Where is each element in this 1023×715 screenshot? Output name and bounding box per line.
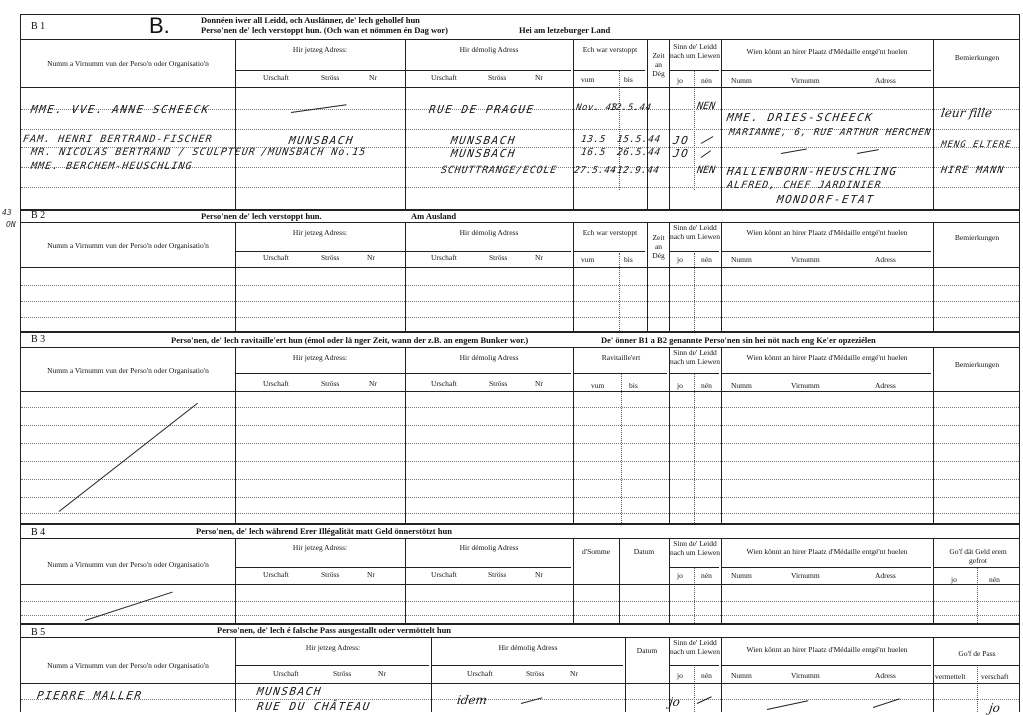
b1-row1-to: 12.5.44 [609, 103, 653, 113]
section-title: Perso'nen, de' lech während Erer Illégalität matt Geld önnerstötzt hun [196, 526, 452, 536]
header-medal-address: Adress [875, 255, 896, 264]
b1-row1-no: NEN [696, 101, 716, 112]
section-b2 [20, 210, 1020, 332]
header-town: Urschaft [263, 570, 289, 579]
header-supplied: Ravitaille'ert [601, 353, 641, 362]
section-title: Donnéen iwer all Leidd, och Auslänner, de' lech gehollef hun [201, 15, 420, 25]
header-yes: jo [677, 571, 683, 580]
header-yes: jo [677, 76, 683, 85]
header-town: Urschaft [263, 253, 289, 262]
header-current-address: Hir jetzeg Adress: [292, 45, 348, 54]
header-town: Urschaft [467, 669, 493, 678]
header-medal: Wien könnt an hirer Plaatz d'Médaille entgé'nt huelen [746, 353, 908, 362]
header-former-address: Hir démolig Adress [459, 353, 519, 362]
header-from: vum [591, 381, 605, 390]
header-medal-name: Numm [731, 671, 752, 680]
header-medal-firstname: Virnumm [791, 571, 820, 580]
header-nr: Nr [367, 570, 375, 579]
b1-row3-current-town: /MUNSBACH No.15 [260, 147, 368, 158]
header-nr: Nr [369, 379, 377, 388]
header-nr: Nr [367, 253, 375, 262]
b1-row4-remark: HIRE MANN [940, 165, 1005, 176]
header-name: Numm a Virnumm vun der Perso'n oder Organisatio'n [47, 59, 209, 68]
b1-row1-from: Nov. 43 [575, 103, 619, 113]
header-time-days: Zeit an Dég [652, 51, 665, 78]
b1-row4-medal-name-2: ALFRED, CHEF JARDINIER [726, 180, 883, 191]
b1-row3-from: 16.5 [580, 147, 607, 158]
header-town: Urschaft [431, 253, 457, 262]
section-letter: B. [149, 13, 170, 38]
b5-row1-name: PIERRE MALLER [36, 689, 144, 702]
b1-row1-former-street: RUE DE PRAGUE [428, 103, 536, 116]
header-town: Urschaft [273, 669, 299, 678]
header-town: Urschaft [431, 570, 457, 579]
header-former-address: Hir démolig Adress [459, 228, 519, 237]
header-nr: Nr [369, 73, 377, 82]
header-current-address: Hir jetzeg Adress: [292, 543, 348, 552]
header-to: bis [624, 255, 633, 264]
header-money-back: Go'f dät Geld erem gefrot [949, 547, 1007, 565]
header-name: Numm a Virnumm vun der Perso'n oder Organisatio'n [47, 241, 209, 250]
header-still-alive: Sinn de' Leidd nach um Liewen [670, 223, 720, 241]
b1-row3-yes: JO [672, 147, 691, 160]
header-medal-name: Numm [731, 571, 752, 580]
header-town: Urschaft [263, 73, 289, 82]
header-nr: Nr [535, 253, 543, 262]
header-name: Numm a Virnumm vun der Perso'n oder Organisatio'n [47, 366, 209, 375]
header-nr: Nr [570, 669, 578, 678]
header-street: Ströss [526, 669, 545, 678]
header-nr: Nr [535, 570, 543, 579]
b1-row2-current-town: MUNSBACH [288, 134, 355, 147]
header-name: Numm a Virnumm vun der Perso'n oder Organisatio'n [47, 661, 209, 670]
b1-row2-former-town: MUNSBACH [450, 134, 517, 147]
header-date: Datum [633, 547, 655, 556]
header-no: nén [701, 571, 712, 580]
header-street: Ströss [321, 73, 340, 82]
header-pass-made: verschaft [981, 672, 1009, 681]
section-title: Perso'nen, de' lech é falsche Pass ausgestallt oder vermöttelt hun [217, 625, 452, 635]
header-medal: Wien könnt an hirer Plaatz d'Médaille entgé'nt huelen [746, 228, 908, 237]
header-street: Ströss [333, 669, 352, 678]
header-to: bis [624, 75, 633, 84]
b1-row2-remark: MENG ELTERE [940, 140, 1013, 150]
section-subtitle-2: Hei am letzeburger Land [519, 25, 611, 35]
header-medal: Wien könnt an hirer Plaatz d'Médaille entgé'nt huelen [746, 547, 908, 556]
header-no: nén [701, 255, 712, 264]
b5-row1-yes: jo [668, 695, 681, 709]
header-pass-issued: vermettelt [935, 672, 966, 681]
header-town: Urschaft [263, 379, 289, 388]
section-code: B 5 [31, 627, 46, 638]
b1-row1-medal-name-2: MARIANNE, 6, RUE ARTHUR HERCHEN [728, 127, 932, 138]
header-from: vum [581, 255, 595, 264]
b1-row4-no: NEN [696, 165, 716, 176]
header-still-alive: Sinn de' Leidd nach um Liewen [670, 638, 720, 656]
header-current-address: Hir jetzeg Adress: [292, 228, 348, 237]
header-medal: Wien könnt an hirer Plaatz d'Médaille entgé'nt huelen [746, 47, 908, 56]
header-date: Datum [636, 646, 658, 655]
b1-row1-remark: leur fille [940, 106, 993, 120]
b1-row4-former-town: SCHUTTRANGE/ECOLE [440, 165, 558, 176]
b1-row4-medal-name: HALLENBORN-HEUSCHLING [726, 165, 899, 178]
b5-row1-current-town: MUNSBACH [256, 685, 323, 698]
strike-through-line [85, 592, 173, 621]
header-medal-firstname: Virnumm [791, 76, 820, 85]
header-medal-name: Numm [731, 76, 752, 85]
header-medal-firstname: Virnumm [791, 381, 820, 390]
section-title: Perso'nen de' lech verstoppt hun. [201, 211, 322, 221]
section-code: B 4 [31, 527, 46, 538]
b5-row1-current-street: RUE DU CHÂTEAU [256, 700, 372, 713]
header-no: nén [701, 76, 712, 85]
section-code: B 3 [31, 334, 46, 345]
section-subtitle: De' önner B1 a B2 genannte Perso'nen sin hei nöt nach eng Ke'er opzeziélen [601, 335, 876, 345]
header-former-address: Hir démolig Adress [498, 643, 558, 652]
section-subtitle: Perso'nen de' lech verstoppt hun. (Och wan et nömmen én Dag wor) [201, 25, 448, 35]
margin-note: 43 [2, 208, 12, 217]
header-yes: jo [677, 255, 683, 264]
section-code: B 1 [31, 21, 46, 32]
header-nr: Nr [378, 669, 386, 678]
header-medal-address: Adress [875, 381, 896, 390]
header-medal-firstname: Virnumm [791, 671, 820, 680]
b5-row1-former: idem [456, 693, 488, 707]
b1-row1-medal-name: MME. DRIES-SCHEECK [726, 111, 875, 124]
header-street: Ströss [321, 379, 340, 388]
b1-row1-name: MME. VVE. ANNE SCHEECK [30, 103, 211, 116]
section-b4 [20, 524, 1020, 624]
b1-row3-former-town: MUNSBACH [450, 147, 517, 160]
section-title: Perso'nen, de' lech ravitaille'ert hun (émol oder lä nger Zeit, wann der z.B. an engem Bunker wor.) [171, 335, 529, 345]
section-b1 [20, 14, 1020, 210]
header-yes: jo [951, 575, 957, 584]
strike-through-line [59, 403, 198, 512]
header-no: nén [701, 671, 712, 680]
header-no: nén [701, 381, 712, 390]
section-code: B 2 [31, 210, 46, 221]
header-nr: Nr [535, 73, 543, 82]
header-current-address: Hir jetzeg Adress: [292, 353, 348, 362]
header-street: Ströss [488, 73, 507, 82]
header-medal-firstname: Virnumm [791, 255, 820, 264]
b1-row4-from: 27.5.44 [573, 165, 617, 176]
header-street: Ströss [321, 570, 340, 579]
margin-note: ON [6, 220, 16, 229]
header-medal-address: Adress [875, 76, 896, 85]
header-remarks: Bemierkungen [954, 233, 1000, 242]
header-medal: Wien könnt an hirer Plaatz d'Médaille entgé'nt huelen [746, 645, 908, 654]
b1-row4-name: MME. BERCHEM-HEUSCHLING [30, 161, 194, 172]
header-town: Urschaft [431, 379, 457, 388]
header-street: Ströss [321, 253, 340, 262]
header-pass-given: Go'f de Pass [958, 649, 996, 658]
b1-row2-name: FAM. HENRI BERTRAND-FISCHER [22, 134, 214, 145]
header-medal-address: Adress [875, 671, 896, 680]
header-nr: Nr [535, 379, 543, 388]
b1-row2-yes: JO [672, 134, 691, 147]
header-from: vum [581, 75, 595, 84]
form-page [20, 10, 1020, 715]
header-former-address: Hir démolig Adress [459, 45, 519, 54]
header-street: Ströss [488, 570, 507, 579]
header-hidden: Ech war verstoppt [582, 45, 638, 54]
header-street: Ströss [489, 379, 508, 388]
b1-row3-to: 26.5.44 [616, 147, 662, 158]
header-remarks: Bemierkungen [954, 53, 1000, 62]
header-still-alive: Sinn de' Leidd nach um Liewen [670, 539, 720, 557]
header-current-address: Hir jetzeg Adress: [305, 643, 361, 652]
b1-row3-name: MR. NICOLAS BERTRAND / SCULPTEUR [30, 147, 257, 158]
section-b3 [20, 332, 1020, 524]
b1-row4-medal-address: MONDORF-ETAT [776, 193, 876, 206]
header-town: Urschaft [431, 73, 457, 82]
header-yes: jo [677, 671, 683, 680]
b1-row2-to: 15.5.44 [616, 134, 662, 145]
header-remarks: Bemierkungen [954, 360, 1000, 369]
header-medal-name: Numm [731, 381, 752, 390]
b1-row4-to: -12.9.44 [610, 165, 660, 176]
header-hidden: Ech war verstoppt [582, 228, 638, 237]
header-sum: d'Somme [581, 547, 611, 556]
header-no: nén [989, 575, 1000, 584]
section-b5 [20, 624, 1020, 715]
header-street: Ströss [489, 253, 508, 262]
header-medal-address: Adress [875, 571, 896, 580]
header-time-days: Zeit an Dég [652, 233, 665, 260]
b1-row2-from: 13.5 [580, 134, 607, 145]
header-name: Numm a Virnumm vun der Perso'n oder Organisatio'n [47, 560, 209, 569]
header-medal-name: Numm [731, 255, 752, 264]
header-to: bis [629, 381, 638, 390]
section-subtitle: Am Ausland [411, 211, 457, 221]
header-still-alive: Sinn de' Leidd nach um Liewen [670, 42, 720, 60]
header-yes: jo [677, 381, 683, 390]
header-still-alive: Sinn de' Leidd nach um Liewen [670, 348, 720, 366]
b5-row1-made: jo [988, 701, 1001, 715]
header-former-address: Hir démolig Adress [459, 543, 519, 552]
